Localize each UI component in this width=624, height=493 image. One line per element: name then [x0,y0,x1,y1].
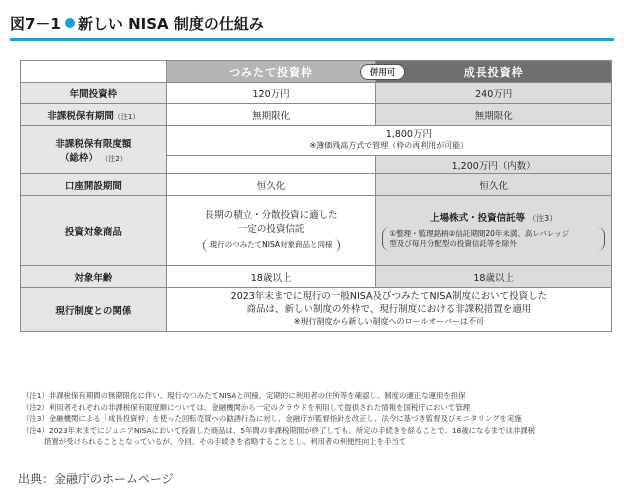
row-label-age: 対象年齢 [21,266,167,288]
limit-seicho: 1,200万円（内数） [376,156,612,174]
row-label-relation: 現行制度との関係 [21,288,167,332]
products-tsumitate-line1: 長期の積立・分散投資に適した [204,210,338,222]
title-dot-icon [65,18,75,28]
figure-title [10,13,264,34]
products-seicho-ex1: ①整理・監理銘柄②信託期間20年未満、高レバレッジ [389,228,570,238]
table-header-row [21,61,612,83]
row-label-account: 口座開設期間 [21,174,167,196]
figure-title-text: 新しい NISA 制度の仕組み [77,14,264,33]
row-limit [21,126,612,156]
account-seicho: 恒久化 [376,174,612,196]
period-tsumitate: 無期限化 [166,104,376,126]
header-tsumitate [166,61,396,83]
row-label-products: 投資対象商品 [21,196,167,266]
annual-seicho: 240万円 [376,83,612,104]
products-seicho-exclusions [382,227,605,251]
footnote-1: （注1）非課税保有期間の無期限化に伴い、現行のつみたてNISAと同様、定期的に利用者の住所等を確認し、制度の適正な運用を担保 [22,391,466,400]
row-relation [21,288,612,332]
limit-tsumitate-empty [166,156,376,174]
footnote-4-cont: 措置が受けられることとなっているが、今回、その手続きを省略することとし、利用者の利便性向上を手当て [44,437,407,446]
header-seicho [376,61,612,83]
header-empty-cell [21,61,167,83]
age-tsumitate: 18歳以上 [166,266,376,288]
annual-tsumitate: 120万円 [166,83,376,104]
footnote-4: （注4）2023年末までにジュニアNISAにおいて投資した商品は、5年間の非課税期間が終了しても、所定の手続きを経ることで、18歳になるまでは非課税 [22,425,536,435]
products-tsumitate-note: 現行のつみたてNISA対象商品と同様 [203,239,340,252]
footnote-2: （注2）利用者それぞれの非課税保有限度額については、金融機関から一定のクラウドを利用して提供された情報を国税庁において管理 [22,402,470,412]
row-period [21,104,612,126]
products-tsumitate-line2: 一定の投資信託 [237,223,305,235]
row-annual [21,83,612,104]
age-seicho: 18歳以上 [376,266,612,288]
row-products [21,196,612,266]
footnote-3: （注3）金融機関による「成長投資枠」を使った回転売買への勧誘行為に対し、金融庁が監督指針を改正し、法令に基づき監督及びモニタリングを実施 [22,414,522,423]
row-age [21,266,612,288]
title-underline [10,38,614,41]
header-seicho-label: 成長投資枠 [463,65,524,79]
products-seicho-main: 上場株式・投資信託等 [430,212,526,224]
relation-cell [166,288,611,332]
nisa-comparison-table [20,60,612,332]
limit-total-note: ※簿価残高方式で管理（枠の再利用が可能） [309,141,469,151]
footnotes [22,390,617,448]
figure-title-bar [10,8,614,38]
relation-line1: 2023年末までに現行の一般NISA及びつみたてNISA制度において投資した [230,291,548,303]
row-label-period-text: 非課税保有期間 [47,110,114,122]
source-credit: 出典：金融庁のホームページ [18,472,174,486]
row-label-period-note: （注1） [113,112,140,121]
products-tsumitate [166,196,376,266]
row-label-limit-text: 非課税保有限度額 [55,138,132,150]
relation-line2: 商品は、新しい制度の外枠で、現行制度における非課税措置を適用 [246,304,532,316]
products-seicho-note: （注3） [528,213,558,223]
products-seicho [376,196,612,266]
row-label-limit [21,126,167,174]
products-seicho-ex2: 型及び毎月分配型の投資信託等を除外 [389,239,517,248]
period-seicho: 無期限化 [376,104,612,126]
limit-total: 1,800万円 [385,129,432,141]
row-label-period [21,104,167,126]
limit-total-cell [166,126,611,156]
row-label-limit-sub: （総枠） [59,152,98,164]
figure-number: 図7－1 [10,14,61,33]
heiyo-badge: 併用可 [360,64,406,80]
row-account [21,174,612,196]
header-tsumitate-label: つみたて投資枠 [229,65,314,79]
row-label-limit-note: （注2） [101,154,127,163]
relation-line3: ※現行制度から新しい制度へのロールオーバーは不可 [293,316,484,326]
account-tsumitate: 恒久化 [166,174,376,196]
row-label-annual: 年間投資枠 [21,83,167,104]
